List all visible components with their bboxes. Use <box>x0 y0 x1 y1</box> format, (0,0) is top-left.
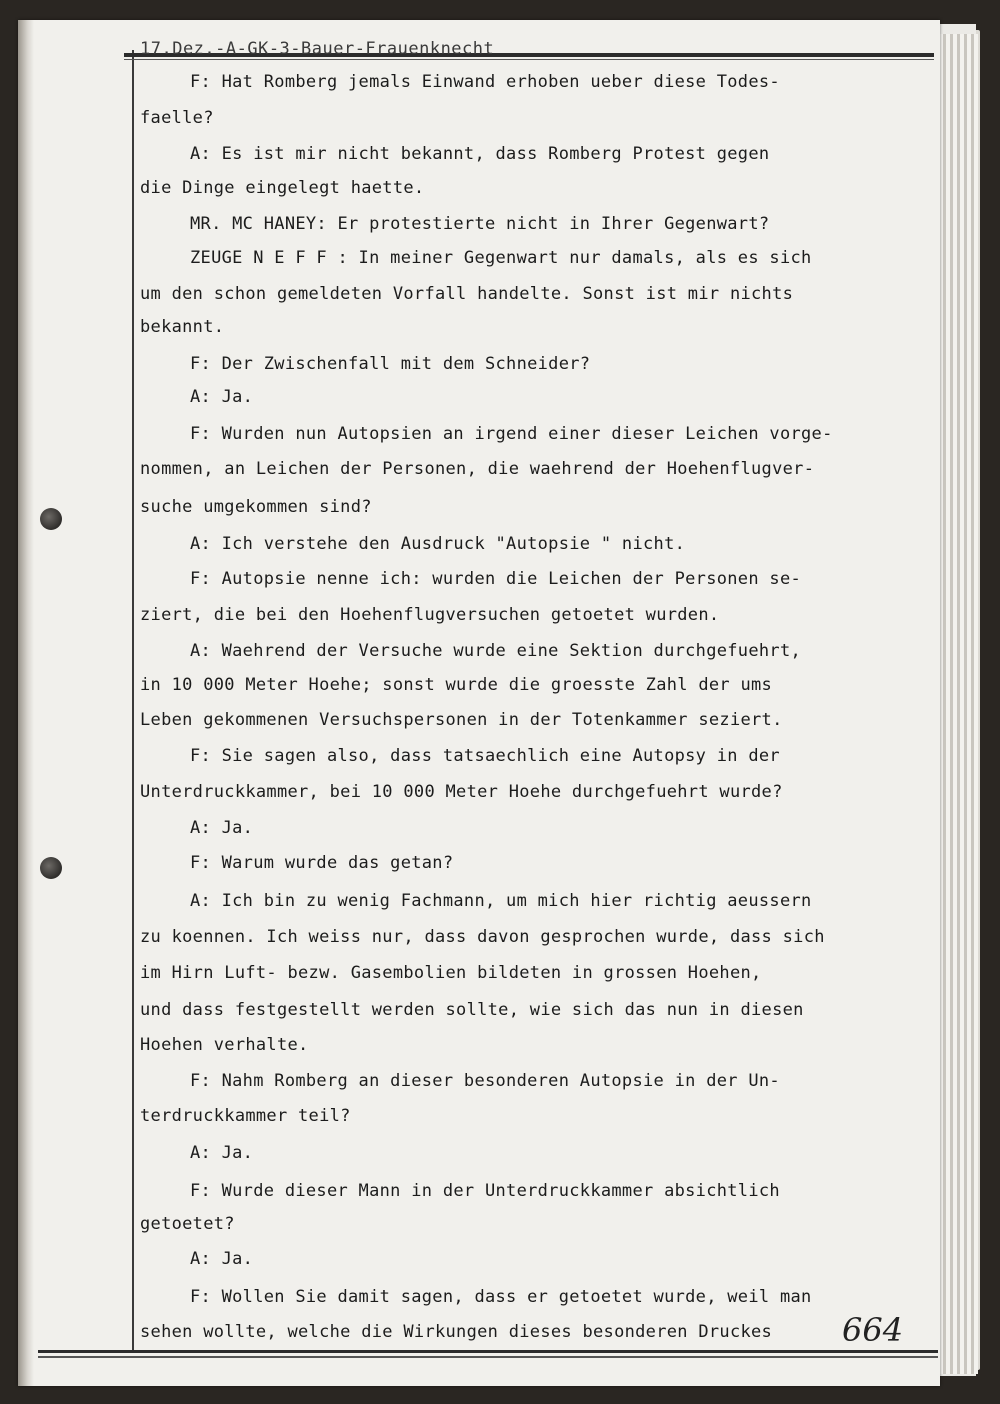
transcript-line: F: Wollen Sie damit sagen, dass er getoetet wurde, weil man <box>190 1287 812 1307</box>
transcript-line: F: Nahm Romberg an dieser besonderen Autopsie in der Un- <box>190 1071 780 1091</box>
transcript-line: Hoehen verhalte. <box>140 1035 309 1055</box>
transcript-line: Leben gekommenen Versuchspersonen in der Totenkammer seziert. <box>140 710 783 730</box>
transcript-line: um den schon gemeldeten Vorfall handelte. Sonst ist mir nichts <box>140 284 794 304</box>
page-header: 17.Dez.-A-GK-3-Bauer-Frauenknecht <box>140 39 495 59</box>
transcript-line: F: Sie sagen also, dass tatsaechlich eine Autopsy in der <box>190 746 780 766</box>
page-number: 664 <box>842 1311 904 1349</box>
transcript-line: MR. MC HANEY: Er protestierte nicht in Ihrer Gegenwart? <box>190 214 770 234</box>
transcript-line: zu koennen. Ich weiss nur, dass davon gesprochen wurde, dass sich <box>140 927 825 947</box>
transcript-line: A: Ich bin zu wenig Fachmann, um mich hier richtig aeussern <box>190 891 812 911</box>
transcript-line: F: Der Zwischenfall mit dem Schneider? <box>190 354 591 374</box>
transcript-line: A: Ja. <box>190 1143 254 1163</box>
page-edges <box>936 34 978 1374</box>
transcript-line: A: Waehrend der Versuche wurde eine Sektion durchgefuehrt, <box>190 641 802 661</box>
transcript-line: F: Wurde dieser Mann in der Unterdruckkammer absichtlich <box>190 1181 780 1201</box>
transcript-line: F: Hat Romberg jemals Einwand erhoben ueber diese Todes- <box>190 72 780 92</box>
transcript-line: suche umgekommen sind? <box>140 497 372 517</box>
binding-shadow <box>18 20 34 1386</box>
transcript-line: nommen, an Leichen der Personen, die waehrend der Hoehenflugver- <box>140 459 815 479</box>
transcript-line: bekannt. <box>140 317 225 337</box>
transcript-line: A: Es ist mir nicht bekannt, dass Romberg Protest gegen <box>190 144 770 164</box>
transcript-line: im Hirn Luft- bezw. Gasembolien bildeten in grossen Hoehen, <box>140 963 762 983</box>
bottom-rule-thin <box>38 1356 938 1358</box>
transcript-line: faelle? <box>140 108 214 128</box>
transcript-line: F: Wurden nun Autopsien an irgend einer dieser Leichen vorge- <box>190 424 833 444</box>
transcript-line: Unterdruckkammer, bei 10 000 Meter Hoehe durchgefuehrt wurde? <box>140 782 783 802</box>
transcript-line: A: Ja. <box>190 387 254 407</box>
bottom-rule <box>38 1350 938 1353</box>
transcript-line: ZEUGE N E F F : In meiner Gegenwart nur damals, als es sich <box>190 248 812 268</box>
transcript-line: terdruckkammer teil? <box>140 1106 351 1126</box>
transcript-line: A: Ich verstehe den Ausdruck "Autopsie " nicht. <box>190 534 686 554</box>
punch-hole-bottom <box>40 857 62 879</box>
transcript-line: sehen wollte, welche die Wirkungen dieses besonderen Druckes <box>140 1322 773 1342</box>
transcript-line: in 10 000 Meter Hoehe; sonst wurde die groesste Zahl der ums <box>140 675 773 695</box>
transcript-line: A: Ja. <box>190 818 254 838</box>
transcript-line: F: Warum wurde das getan? <box>190 853 454 873</box>
transcript-line: F: Autopsie nenne ich: wurden die Leichen der Personen se- <box>190 569 802 589</box>
margin-line <box>132 50 134 1352</box>
transcript-line: getoetet? <box>140 1214 235 1234</box>
transcript-line: ziert, die bei den Hoehenflugversuchen getoetet wurden. <box>140 605 720 625</box>
punch-hole-top <box>40 508 62 530</box>
transcript-line: A: Ja. <box>190 1249 254 1269</box>
transcript-line: und dass festgestellt werden sollte, wie sich das nun in diesen <box>140 1000 804 1020</box>
transcript-line: die Dinge eingelegt haette. <box>140 178 425 198</box>
